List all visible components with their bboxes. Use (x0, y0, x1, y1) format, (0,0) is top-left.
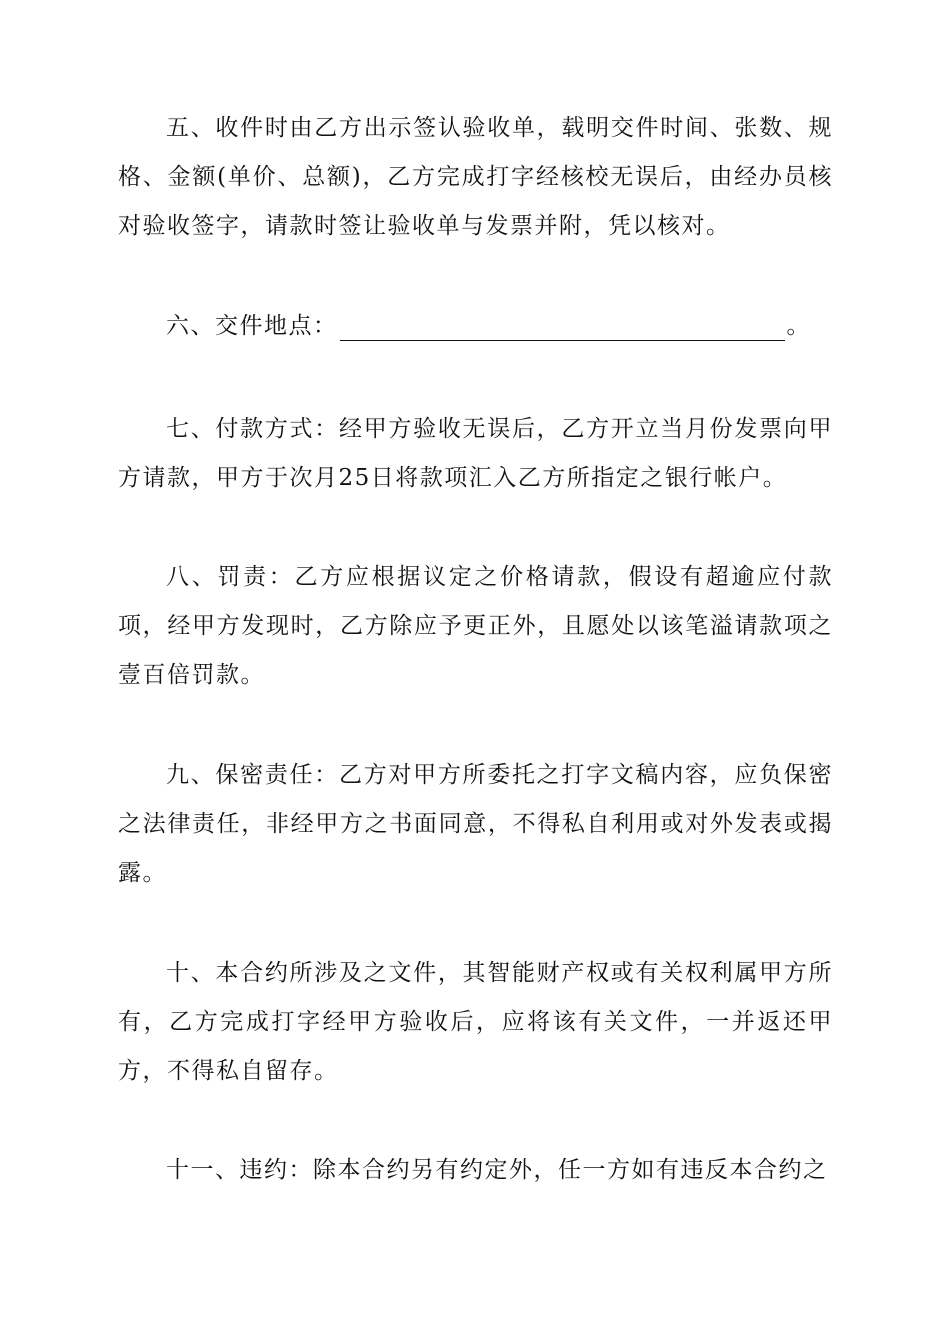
clause-11-paragraph: 十一、违约：除本合约另有约定外，任一方如有违反本合约之 (166, 1157, 828, 1183)
clause-7-paragraph: 七、付款方式：经甲方验收无误后，乙方开立当月份发票向甲方请款，甲方于次月25日将款项汇入乙方所指定之银行帐户。 (118, 416, 833, 491)
clause-6-period: 。 (786, 313, 811, 339)
clause-6-label: 六、交件地点： (166, 313, 338, 339)
clause-6-paragraph (118, 302, 833, 351)
clause-8-paragraph: 八、罚责：乙方应根据议定之价格请款，假设有超逾应付款项，经甲方发现时，乙方除应予更正外，且愿处以该笔溢请款项之壹百倍罚款。 (118, 564, 833, 688)
delivery-location-blank[interactable] (340, 312, 785, 341)
clause-9-paragraph: 九、保密责任：乙方对甲方所委托之打字文稿内容，应负保密之法律责任，非经甲方之书面同意，不得私自利用或对外发表或揭露。 (118, 762, 833, 886)
clause-5-paragraph: 五、收件时由乙方出示签认验收单，载明交件时间、张数、规格、金额(单价、总额)，乙方完成打字经核校无误后，由经办员核对验收签字，请款时签让验收单与发票并附，凭以核对。 (118, 115, 833, 239)
clause-10-paragraph: 十、本合约所涉及之文件，其智能财产权或有关权利属甲方所有，乙方完成打字经甲方验收后，应将该有关文件，一并返还甲方，不得私自留存。 (118, 960, 833, 1084)
